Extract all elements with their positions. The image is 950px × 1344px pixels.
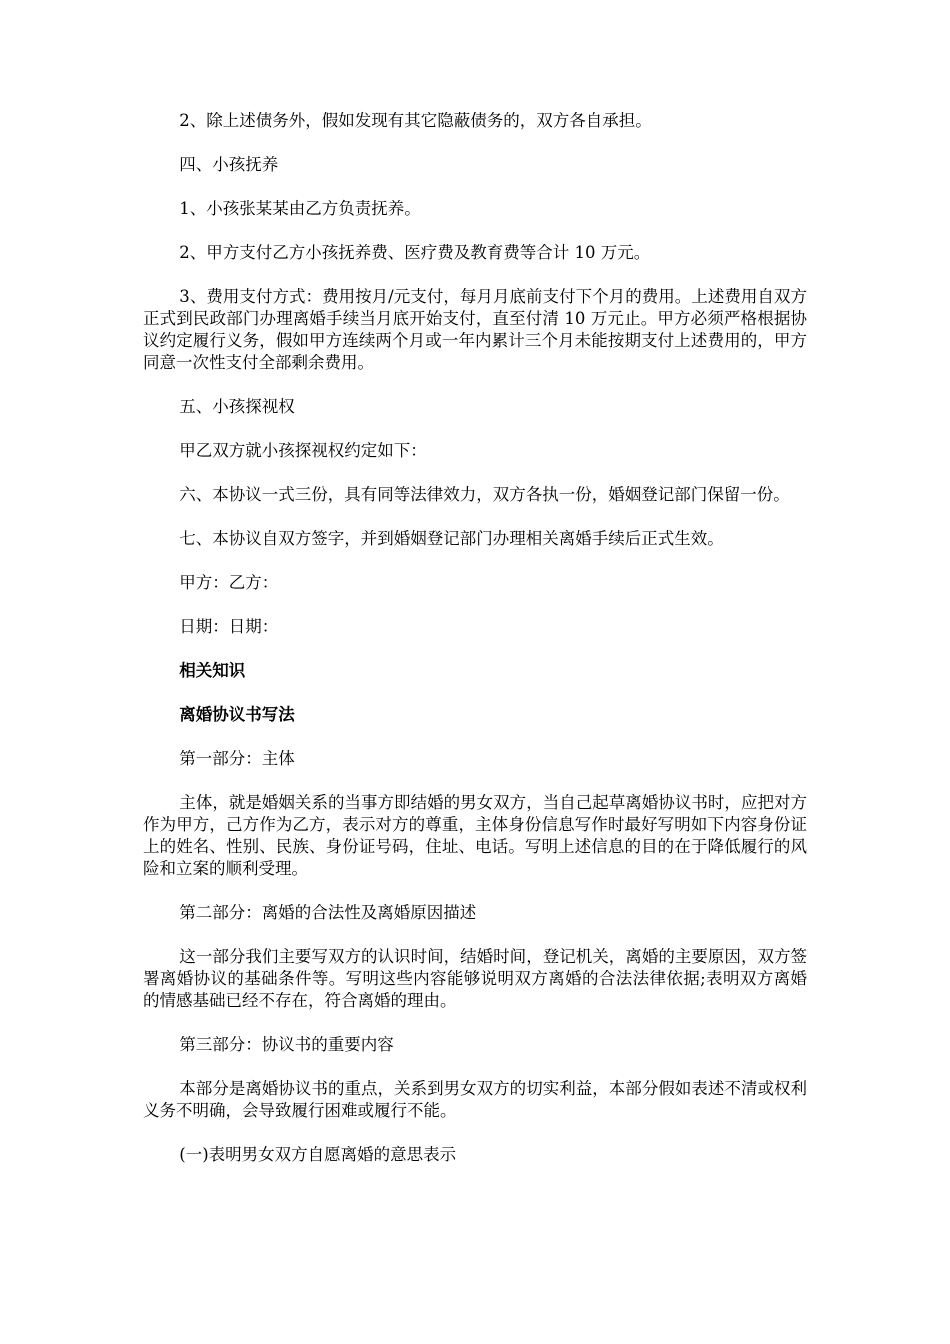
heading-writing-method: 离婚协议书写法 [179, 705, 295, 724]
subsection-one-heading: (一)表明男女双方自愿离婚的意思表示 [179, 1145, 457, 1164]
part-three-heading: 第三部分：协议书的重要内容 [179, 1035, 394, 1054]
part-three-body: 本部分是离婚协议书的重点，关系到男女双方的切实利益，本部分假如表述不清或权利义务不明确，会导致履行困难或履行不能。 [143, 1079, 807, 1120]
part-two-body: 这一部分我们主要写双方的认识时间，结婚时间，登记机关，离婚的主要原因，双方签署离婚协议的基础条件等。写明这些内容能够说明双方离婚的合法法律依据;表明双方离婚的情感基础已经不存在，符合离婚的理由。 [143, 947, 807, 1010]
paragraph-copies: 六、本协议一式三份，具有同等法律效力，双方各执一份，婚姻登记部门保留一份。 [179, 485, 790, 504]
heading-related-knowledge: 相关知识 [179, 661, 246, 680]
section-heading-visitation: 五、小孩探视权 [179, 397, 295, 416]
paragraph-effective-date: 七、本协议自双方签字，并到婚姻登记部门办理相关离婚手续后正式生效。 [179, 529, 724, 548]
signature-line: 甲方：乙方： [179, 573, 279, 592]
date-line: 日期：日期： [179, 617, 279, 636]
document-page [143, 110, 807, 1166]
paragraph-visitation-agreement: 甲乙双方就小孩探视权约定如下： [179, 441, 427, 460]
part-two-heading: 第二部分：离婚的合法性及离婚原因描述 [179, 903, 477, 922]
part-one-heading: 第一部分：主体 [179, 749, 295, 768]
paragraph-custody-party-b: 1、小孩张某某由乙方负责抚养。 [179, 199, 421, 218]
paragraph-payment-method: 3、费用支付方式：费用按月/元支付，每月月底前支付下个月的费用。上述费用自双方正式到民政部门办理离婚手续当月底开始支付，直至付清 10 万元止。甲方必须严格根据协议约定履行义务，假如甲方连续两个月或一年内累计三个月未能按期支付上述费用的，甲方同意一次性支付全部剩余费用。 [143, 287, 807, 372]
paragraph-hidden-debts: 2、除上述债务外，假如发现有其它隐蔽债务的，双方各自承担。 [179, 111, 652, 130]
paragraph-child-support-amount: 2、甲方支付乙方小孩抚养费、医疗费及教育费等合计 10 万元。 [179, 243, 651, 262]
section-heading-child-custody: 四、小孩抚养 [179, 155, 279, 174]
part-one-body: 主体，就是婚姻关系的当事方即结婚的男女双方，当自己起草离婚协议书时，应把对方作为甲方，己方作为乙方，表示对方的尊重，主体身份信息写作时最好写明如下内容身份证上的姓名、性别、民族、身份证号码，住址、电话。写明上述信息的目的在于降低履行的风险和立案的顺利受理。 [143, 793, 807, 878]
